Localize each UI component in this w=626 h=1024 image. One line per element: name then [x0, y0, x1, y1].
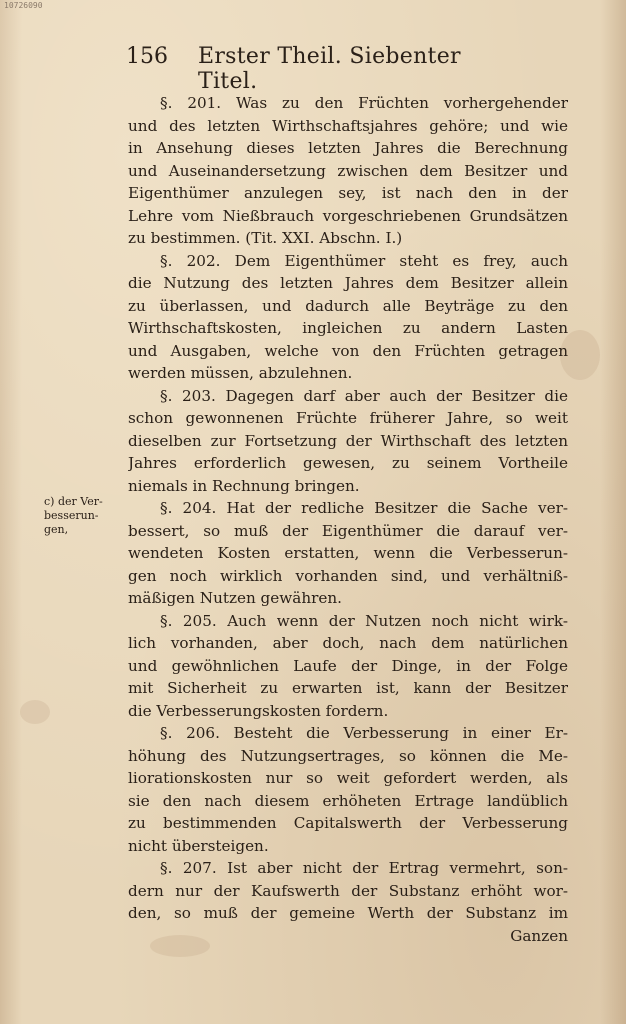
text-line: sie den nach diesem erhöheten Ertrage landüblich: [128, 791, 568, 810]
text-line: §. 205. Auch wenn der Nutzen noch nicht wirk-: [160, 611, 568, 630]
marginal-note-line: c) der Ver-: [44, 495, 103, 508]
text-line: schon gewonnenen Früchte früherer Jahre, so weit: [128, 409, 568, 427]
text-line: dern nur der Kaufswerth der Substanz erhöht wor-: [128, 881, 568, 900]
text-line: und Ausgaben, welche von den Früchten getragen: [128, 341, 568, 360]
text-line: mäßigen Nutzen gewähren.: [128, 589, 342, 607]
text-line: werden müssen, abzulehnen.: [128, 364, 353, 382]
archive-stamp: 10726090: [4, 1, 43, 10]
text-line: die Verbesserungskosten fordern.: [128, 701, 389, 720]
text-line: nicht übersteigen.: [128, 836, 269, 855]
text-line: mit Sicherheit zu erwarten ist, kann der Besitzer: [128, 679, 568, 697]
text-line: zu bestimmen. (Tit. XXI. Abschn. I.): [128, 229, 403, 247]
text-line: dieselben zur Fortsetzung der Wirthschaft des letzten: [128, 431, 568, 450]
text-line: liorationskosten nur so weit gefordert werden, als: [128, 769, 568, 787]
text-line: gen noch wirklich vorhanden sind, und verhältniß-: [128, 566, 568, 585]
text-line: in Ansehung dieses letzten Jahres die Berechnung: [128, 139, 568, 157]
text-line: §. 207. Ist aber nicht der Ertrag vermehrt, son-: [160, 859, 568, 877]
text-line: Jahres erforderlich gewesen, zu seinem Vortheile: [128, 454, 568, 472]
text-line: höhung des Nutzungsertrages, so können die Me-: [128, 746, 568, 765]
page-header: [126, 40, 496, 94]
text-line: Eigenthümer anzulegen sey, ist nach den in der: [128, 184, 568, 202]
text-line: und gewöhnlichen Laufe der Dinge, in der Folge: [128, 656, 568, 675]
text-line: zu bestimmenden Capitalswerth der Verbesserung: [128, 814, 568, 832]
catchword: Ganzen: [510, 926, 568, 945]
text-line: lich vorhanden, aber doch, nach dem natürlichen: [128, 634, 568, 652]
text-line: die Nutzung des letzten Jahres dem Besitzer allein: [128, 274, 568, 292]
text-line: §. 206. Besteht die Verbesserung in einer Er-: [160, 724, 568, 742]
marginal-note-line: gen,: [44, 523, 69, 536]
text-line: Wirthschaftskosten, ingleichen zu andern Lasten: [128, 319, 568, 337]
page-number: 156: [126, 44, 168, 69]
text-line: bessert, so muß der Eigenthümer die darauf ver-: [128, 521, 568, 540]
text-line: und Auseinandersetzung zwischen dem Besitzer und: [128, 161, 568, 180]
marginal-note: [44, 495, 128, 537]
text-line: §. 204. Hat der redliche Besitzer die Sache ver-: [160, 499, 568, 517]
running-title: Erster Theil. Siebenter Titel.: [198, 44, 461, 94]
text-line: und des letzten Wirthschaftsjahres gehöre; und wie: [128, 116, 568, 135]
marginal-note-line: besserun-: [44, 509, 99, 522]
text-line: niemals in Rechnung bringen.: [128, 476, 360, 495]
text-line: Lehre vom Nießbrauch vorgeschriebenen Grundsätzen: [128, 206, 568, 225]
text-line: §. 203. Dagegen darf aber auch der Besitzer die: [160, 386, 568, 405]
text-line: den, so muß der gemeine Werth der Substanz im: [128, 904, 568, 922]
text-line: §. 202. Dem Eigenthümer steht es frey, auch: [160, 251, 568, 270]
body-text: [128, 92, 568, 947]
text-line: wendeten Kosten erstatten, wenn die Verbesserun-: [128, 544, 568, 562]
text-line: zu überlassen, und dadurch alle Beyträge zu den: [128, 296, 568, 315]
text-line: §. 201. Was zu den Früchten vorhergehender: [160, 94, 568, 112]
